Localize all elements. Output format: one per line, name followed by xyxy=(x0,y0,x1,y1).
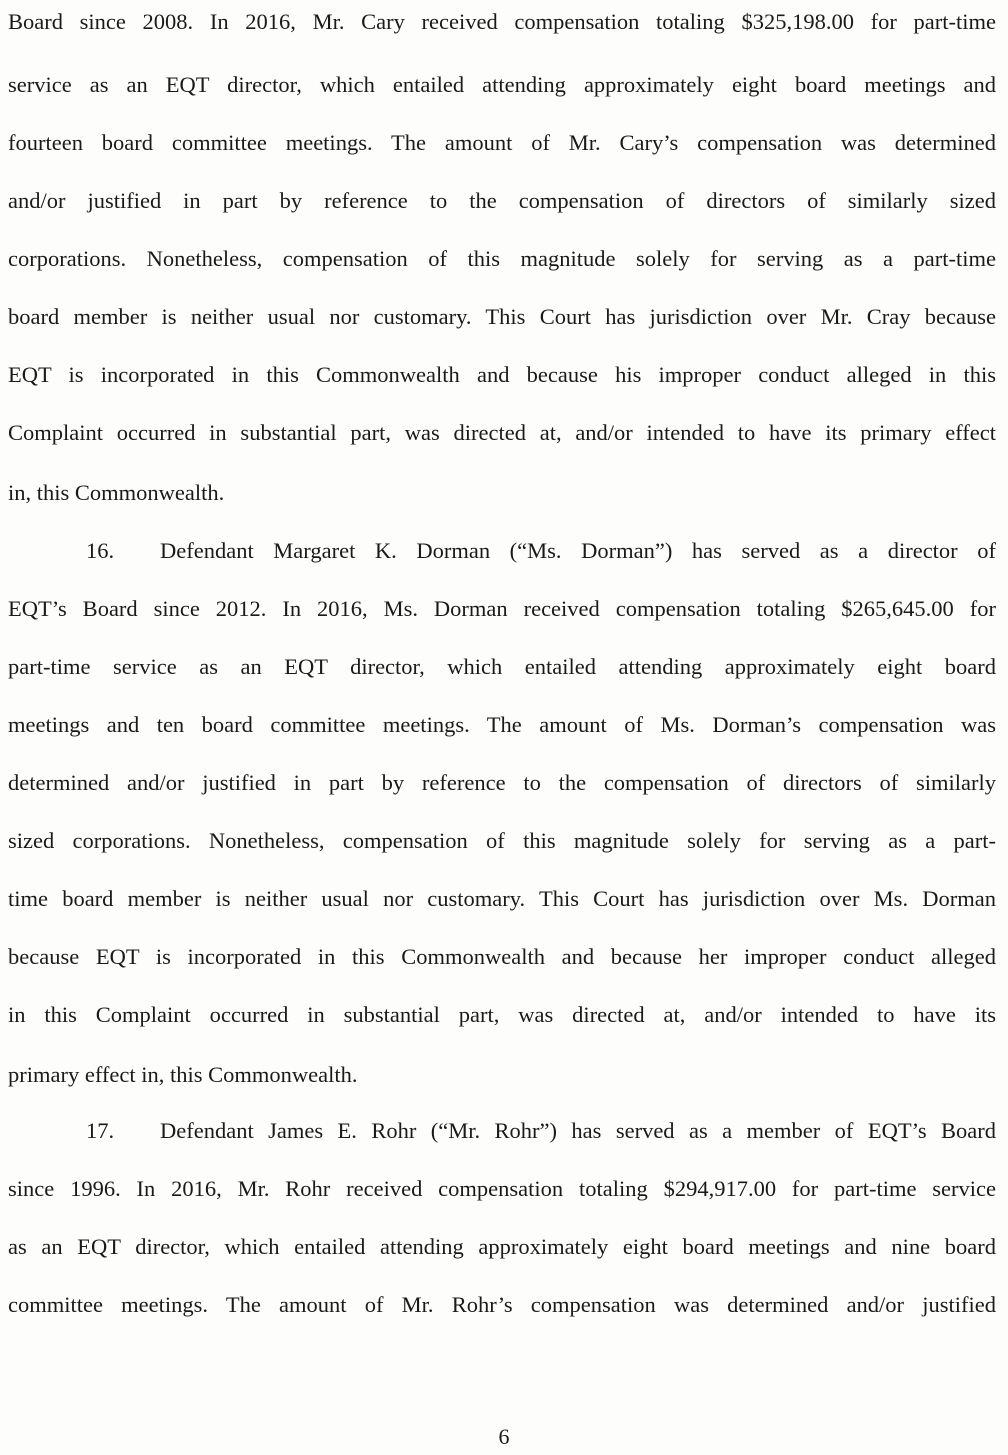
paragraph-text: Defendant James E. Rohr (“Mr. Rohr”) has served as a member of EQT’s Board xyxy=(160,1118,996,1143)
text-line: corporations. Nonetheless, compensation of this magnitude solely for serving as a part-time xyxy=(8,246,996,271)
text-line: determined and/or justified in part by reference to the compensation of directors of similarly xyxy=(8,770,996,795)
paragraph-16-first-line xyxy=(8,536,996,566)
text-line: sized corporations. Nonetheless, compensation of this magnitude solely for serving as a part- xyxy=(8,828,996,853)
paragraph-number: 16. xyxy=(86,538,115,563)
text-line: as an EQT director, which entailed attending approximately eight board meetings and nine board xyxy=(8,1234,996,1259)
text-line: fourteen board committee meetings. The amount of Mr. Cary’s compensation was determined xyxy=(8,130,996,155)
paragraph-number: 17. xyxy=(86,1118,115,1143)
text-line: and/or justified in part by reference to the compensation of directors of similarly sized xyxy=(8,188,996,213)
text-line: Board since 2008. In 2016, Mr. Cary received compensation totaling $325,198.00 for part-time xyxy=(8,9,996,34)
text-line: part-time service as an EQT director, which entailed attending approximately eight board xyxy=(8,654,996,679)
text-line: EQT’s Board since 2012. In 2016, Ms. Dorman received compensation totaling $265,645.00 for xyxy=(8,596,996,621)
text-line: committee meetings. The amount of Mr. Rohr’s compensation was determined and/or justified xyxy=(8,1292,996,1317)
text-line: since 1996. In 2016, Mr. Rohr received compensation totaling $294,917.00 for part-time service xyxy=(8,1176,996,1201)
text-line: board member is neither usual nor customary. This Court has jurisdiction over Mr. Cray because xyxy=(8,304,996,329)
text-line: primary effect in, this Commonwealth. xyxy=(8,1062,358,1087)
text-line: because EQT is incorporated in this Commonwealth and because her improper conduct alleged xyxy=(8,944,996,969)
page-number: 6 xyxy=(498,1424,510,1449)
paragraph-text: Defendant Margaret K. Dorman (“Ms. Dorman”) has served as a director of xyxy=(160,538,996,563)
text-line: Complaint occurred in substantial part, was directed at, and/or intended to have its primary effect xyxy=(8,420,996,445)
paragraph-17-first-line xyxy=(8,1116,996,1146)
text-line: in this Complaint occurred in substantial part, was directed at, and/or intended to have its xyxy=(8,1002,996,1027)
text-line: service as an EQT director, which entailed attending approximately eight board meetings and xyxy=(8,72,996,97)
text-line: time board member is neither usual nor customary. This Court has jurisdiction over Ms. Dorman xyxy=(8,886,996,911)
text-line: EQT is incorporated in this Commonwealth and because his improper conduct alleged in this xyxy=(8,362,996,387)
text-line: in, this Commonwealth. xyxy=(8,480,225,505)
text-line: meetings and ten board committee meetings. The amount of Ms. Dorman’s compensation was xyxy=(8,712,996,737)
